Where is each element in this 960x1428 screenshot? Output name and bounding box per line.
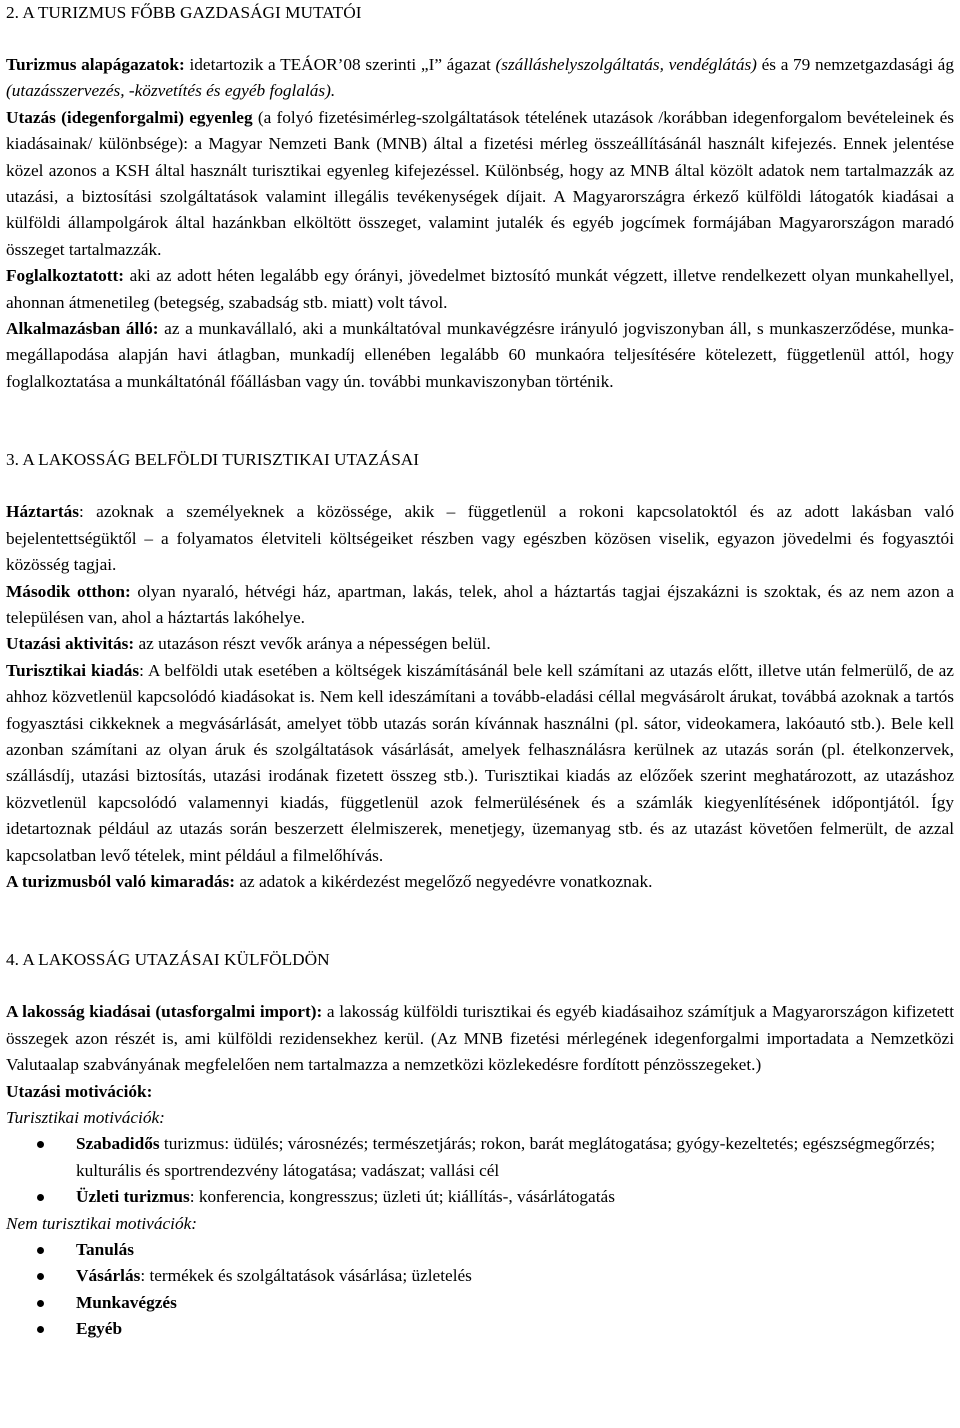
term: Második otthon: xyxy=(6,581,131,601)
list-item-term: Vásárlás xyxy=(76,1266,141,1286)
tourist-motivations-heading: Turisztikai motivációk: xyxy=(6,1108,165,1127)
non-tourist-motivations-list xyxy=(6,1237,954,1343)
term: A lakosság kiadásai (utasforgalmi import): xyxy=(6,1002,323,1022)
definition-haztartas xyxy=(6,499,954,578)
term: Utazás (idegenforgalmi) egyenleg xyxy=(6,107,253,127)
definition-utazasi-aktivitas xyxy=(6,631,954,657)
definition-turisztikai-kiadas xyxy=(6,658,954,869)
bullet-icon xyxy=(37,1141,44,1148)
list-item xyxy=(6,1237,954,1263)
list-item xyxy=(6,1316,954,1342)
section-2-title: 2. A TURIZMUS FŐBB GAZDASÁGI MUTATÓI xyxy=(6,3,362,22)
definition-text: a lakosság külföldi turisztikai és egyéb kiadásaihoz számítjuk a Magyarországon kifizetett összegek azon részét is, ami külföldi rezidensekhez kerül. (Az MNB fizetési mérlegének idegenforgalmi importadata a Nemzetközi Valutaalap szabványának megfelelően nem tartalmazza a nemzetközi közlekedésre fordított pénzösszegeket.) xyxy=(6,1002,954,1075)
definition-text: : A belföldi utak esetében a költségek kiszámításánál bele kell számítani az utazás előtt, illetve után felmerülő, de az ahhoz közvetlenül kapcsolódó kiadásokat is. Nem kell ideszámítani a tovább-eladási céllal megvásárolt árukat, továbbá azoknak a tartós fogyasztási cikkeknek a megvásárlását, amelyet több utazás során kívánnak használni (pl. sátor, videokamera, lakóautó stb.). Bele kell azonban számítani az olyan áruk és szolgáltatások vásárlását, amelyek felhasználásra kerülnek az utazás során (pl. ételkonzervek, szállásdíj, utazási biztosítás, utazási irodának fizetett összeg stb.). Turisztikai kiadás az előzőek szerint meghatározott, az utazáshoz közvetlenül kapcsolódó valamennyi kiadás, függetlenül azok felmerülésének és a számlák kiegyenlítésének időpontjától. Így idetartoznak például az utazás során beszerzett élelmiszerek, menetjegy, üzemanyag stb. és az utazást követően felmerült, de azzal kapcsolatban levő tételek, mint például a filmelőhívás. xyxy=(6,660,954,865)
list-item xyxy=(6,1263,954,1289)
term: Turisztikai kiadás xyxy=(6,660,140,680)
section-4-title: 4. A LAKOSSÁG UTAZÁSAI KÜLFÖLDÖN xyxy=(6,950,330,970)
list-item-text: turizmus: üdülés; városnézés; természetjárás; rokon, barát meglátogatása; gyógy-kezeltetés; egészségmegőrzés; kulturális és sportrendezvény látogatása; vadászat; vallási cél xyxy=(76,1134,936,1180)
list-item xyxy=(6,1290,954,1316)
term: Utazási aktivitás: xyxy=(6,634,135,654)
tourist-motivations-list xyxy=(6,1131,954,1210)
motivations-heading xyxy=(6,1079,954,1105)
list-item-term: Egyéb xyxy=(76,1319,123,1339)
definition-text: és a 79 nemzetgazdasági ág xyxy=(756,55,954,74)
term: A turizmusból való kimaradás: xyxy=(6,871,235,891)
definition-text: idetartozik a TEÁOR’08 szerinti „I” ágazat xyxy=(184,55,496,74)
non-tourist-motivations-heading: Nem turisztikai motivációk: xyxy=(6,1213,198,1233)
definition-turizmus-alapagazatok xyxy=(6,52,954,105)
list-item-term: Munkavégzés xyxy=(76,1292,177,1312)
list-item-term: Üzleti turizmus xyxy=(76,1187,190,1207)
list-item-text: : termékek és szolgáltatások vásárlása; üzletelés xyxy=(140,1266,472,1286)
definition-text: az a munkavállaló, aki a munkáltatóval munkavégzésre irányuló jogviszonyban áll, s munkaszerződése, munka-megállapodása alapján havi átlagban, munkadíj ellenében legalább 60 munkaóra teljesítésére kötelezett, függetlenül attól, hogy foglalkoztatása a munkáltatónál főállásban vagy ún. további munkaviszonyban történik. xyxy=(6,319,954,391)
definition-text: aki az adott héten legalább egy órányi, jövedelmet biztosító munkát végzett, illetve rendelkezett olyan munkahellyel, ahonnan átmenetileg (betegség, szabadság stb. miatt) volt távol. xyxy=(6,266,954,312)
list-item xyxy=(6,1184,954,1210)
definition-text: az utazáson részt vevők aránya a népességen belül. xyxy=(134,634,491,654)
list-item-text: : konferencia, kongresszus; üzleti út; kiállítás-, vásárlátogatás xyxy=(189,1187,615,1207)
definition-foglalkoztatott xyxy=(6,263,954,316)
definition-italic: (szálláshelyszolgáltatás, vendéglátás) xyxy=(495,55,757,74)
term: Háztartás xyxy=(6,502,79,522)
motivations-heading-text: Utazási motivációk: xyxy=(6,1081,153,1101)
definition-turizmusbol-kimaradas xyxy=(6,869,954,895)
definition-utazas-egyenleg xyxy=(6,105,954,263)
section-3-title: 3. A LAKOSSÁG BELFÖLDI TURISZTIKAI UTAZÁSAI xyxy=(6,450,420,470)
term: Alkalmazásban álló: xyxy=(6,319,159,339)
definition-alkalmazasban-allo xyxy=(6,316,954,395)
list-item-term: Szabadidős xyxy=(76,1134,160,1154)
definition-text: (a folyó fizetésimérleg-szolgáltatások tételének utazások /korábban idegenforgalom bevételeinek és kiadásainak/ különbsége): a Magyar Nemzeti Bank (MNB) által a fizetési mérleg összeállításánál használt kifejezés. Ennek jelentése közel azonos a KSH által használt turisztikai egyenleg kifejezéssel. Különbség, hogy az MNB által közölt adatok nem tartalmazzák az utazási, a biztosítási szolgáltatások valamint illegális tevékenységek díjait. A Magyarországra érkező külföldi látogatók kiadásai a külföldi állampolgárok által hazánkban elköltött összeget, valamint jutalék és egyéb jogcímek formájában Magyarországon maradó összeget tartalmazzák. xyxy=(6,107,954,259)
definition-italic: (utazásszervezés, -közvetítés és egyéb foglalás). xyxy=(6,81,336,101)
term: Foglalkoztatott: xyxy=(6,266,125,286)
definition-text: olyan nyaraló, hétvégi ház, apartman, lakás, telek, ahol a háztartás tagjai éjszakázni is szoktak, és az nem azon a településen van, ahol a háztartás lakóhelye. xyxy=(6,581,955,627)
list-item-term: Tanulás xyxy=(76,1240,134,1260)
definition-text: : azoknak a személyeknek a közössége, akik ‒ függetlenül a rokoni kapcsolatoktól és az adott lakásban való bejelentettségüktől ‒ a folyamatos életviteli költségeiket részben vagy egészben közösen viselik, egyazon jövedelmi és fogyasztói közösség tagjai. xyxy=(6,502,954,575)
definition-text: az adatok a kikérdezést megelőző negyedévre vonatkoznak. xyxy=(235,871,653,891)
bullet-icon xyxy=(37,1273,44,1280)
term: Turizmus alapágazatok: xyxy=(6,55,185,74)
bullet-icon xyxy=(37,1194,44,1201)
bullet-icon xyxy=(37,1300,44,1307)
definition-lakossag-kiadasai xyxy=(6,999,954,1078)
bullet-icon xyxy=(37,1247,44,1254)
list-item xyxy=(6,1131,954,1184)
bullet-icon xyxy=(37,1326,44,1333)
definition-masodik-otthon xyxy=(6,579,954,632)
